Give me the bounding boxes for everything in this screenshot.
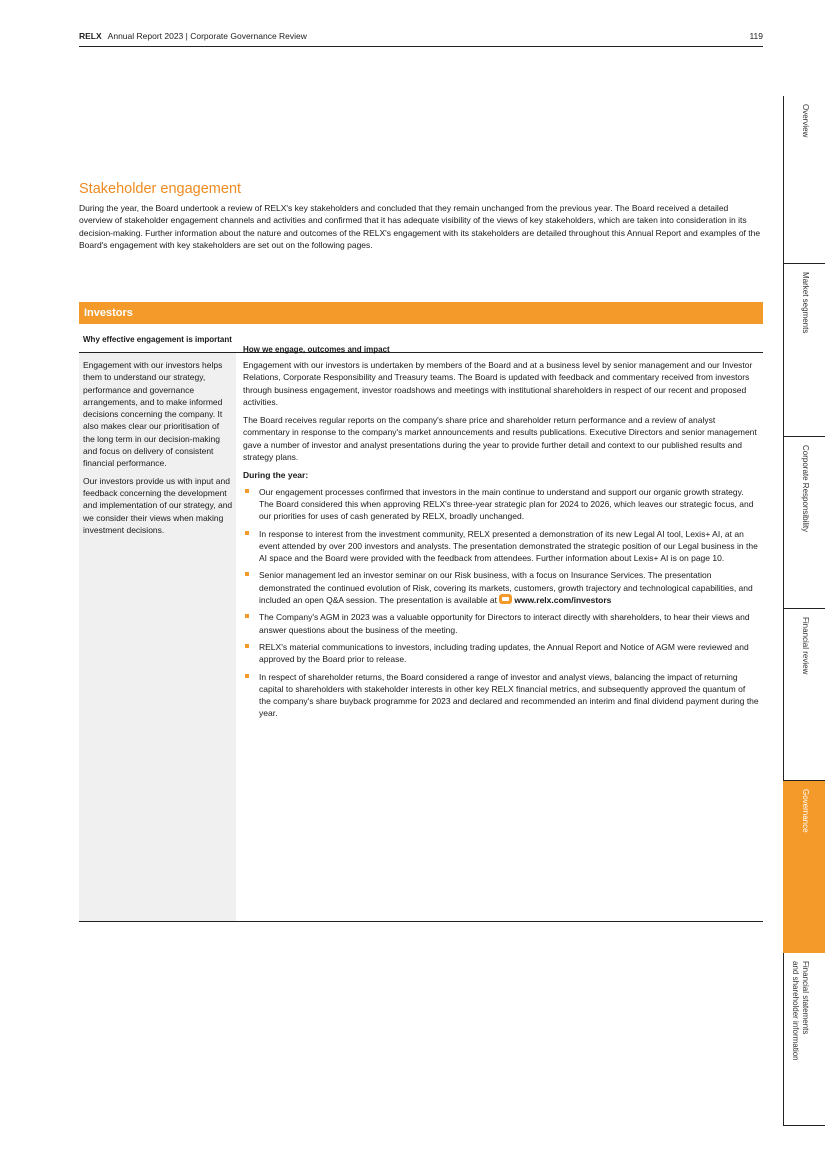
investors-table [79, 302, 763, 922]
investors-link[interactable]: www.relx.com/investors [514, 595, 612, 606]
list-item: RELX's material communications to investors, including trading updates, the Annual Report and Notice of AGM were reviewed and approved by the Board prior to release. [243, 641, 759, 666]
bullet-square-icon [245, 531, 249, 535]
nav-tab-label: Corporate Responsibility [801, 445, 810, 533]
table-banner: Investors [79, 302, 763, 324]
list-item: The Company's AGM in 2023 was a valuable opportunity for Directors to interact directly with shareholders, to hear their views and answer questions about the business of the meeting. [243, 611, 759, 636]
nav-tab-label: Market segments [801, 272, 810, 334]
why-paragraph-2: Our investors provide us with input and feedback concerning the development and implementation of our strategy, and we consider their views when making investment decisions. [83, 475, 233, 535]
nav-tab-label: Overview [801, 104, 810, 138]
bullet-square-icon [245, 674, 249, 678]
stakeholder-intro [79, 181, 763, 252]
bullet-list [243, 486, 759, 720]
nav-tab-governance[interactable] [783, 781, 825, 953]
table-column-headers [79, 324, 763, 353]
nav-tab-label-line1: Financial statements [801, 961, 810, 1035]
why-column [79, 353, 236, 921]
nav-tab-label: Financial review [801, 617, 810, 675]
nav-tab-corporate-responsibility[interactable] [783, 437, 825, 609]
page-number: 119 [749, 31, 763, 41]
bullet-square-icon [245, 489, 249, 493]
how-paragraph-1: Engagement with our investors is undertaken by members of the Board and at a business level by senior management and our Investor Relations, Corporate Responsibility and Treasury teams. The Board is updated with feedback and commentary received from investors through business engagement, investor roadshows and meetings with institutional shareholders in respect of our recent and proposed activities. [243, 360, 753, 407]
list-item: In response to interest from the investment community, RELX presented a demonstration of its new Legal AI tool, Lexis+ AI, at an event attended by over 200 investors and analysts. The presentation demonstrated the strategic position of our Legal business in the AI space and the Board were provided with the feedback from attendees. Further information about Lexis+ AI is on page 10. [243, 528, 759, 565]
nav-tab-overview[interactable] [783, 96, 825, 264]
column-header-how: How we engage, outcomes and impact [243, 345, 390, 354]
intro-paragraph: During the year, the Board undertook a review of RELX's key stakeholders and concluded that they remain unchanged from the previous year. The Board received a detailed overview of stakeholder engagement channels and activities and confirmed that it has adequate visibility of the views of key stakeholders, which are taken into consideration in its decision-making. Further information about the nature and outcomes of the RELX's engagement with its stakeholders are detailed throughout this Annual Report and examples of the Board's engagement with key stakeholders are set out on the following pages. [79, 203, 761, 251]
table-body [79, 353, 763, 922]
bullet-square-icon [245, 644, 249, 648]
nav-tab-label-line2: and shareholder information [791, 961, 800, 1061]
nav-tab-label: Governance [801, 789, 810, 833]
page-header [79, 31, 763, 47]
section-nav [783, 96, 825, 1126]
brand-name: RELX [79, 31, 102, 41]
report-title: Annual Report 2023 | Corporate Governance Review [107, 31, 307, 41]
list-item: Senior management led an investor seminar on our Risk business, with a focus on Insurance Services. The presentation demonstrated the continued evolution of Risk, covering its markets, customers, growth trajectory and technological capabilities, and included an open Q&A session. The presentation is available at www.relx.com/investors [243, 569, 759, 606]
nav-tab-market-segments[interactable] [783, 264, 825, 437]
how-paragraph-2: The Board receives regular reports on the company's share price and shareholder return performance and a review of analyst commentary in response to the company's market announcements and results publications. Executive Directors and senior management gave a number of investor and analyst presentations during the year to provide further detail and context to our published results and strategy plans. [243, 415, 757, 463]
bullet-square-icon [245, 614, 249, 618]
nav-tab-financial-review[interactable] [783, 609, 825, 781]
list-item: In respect of shareholder returns, the Board considered a range of investor and analyst views, balancing the impact of returning capital to shareholders with stakeholder interests in other key RELX financial metrics, and subsequently approved the quantum of the company's share buyback programme for 2023 and declared and recommended an interim and final dividend payment during the year. [243, 671, 759, 720]
during-year-subhead: During the year: [243, 470, 309, 481]
column-header-why: Why effective engagement is important [83, 335, 232, 344]
how-column [243, 359, 759, 725]
bullet-square-icon [245, 572, 249, 576]
nav-tab-label [790, 961, 810, 1061]
web-link-icon [499, 594, 512, 604]
why-paragraph-1: Engagement with our investors helps them to understand our strategy, performance and governance arrangements, and to make informed decisions concerning the company. It also makes clear our prioritisation of the long term in our decision-making and focus on delivery of consistent financial performance. [83, 360, 223, 469]
section-heading: Stakeholder engagement [79, 181, 242, 197]
nav-tab-financial-statements[interactable] [783, 953, 825, 1126]
list-item: Our engagement processes confirmed that investors in the main continue to understand and support our organic growth strategy. The Board considered this when approving RELX's three-year strategic plan for 2024 to 2026, which leaves our strategic focus, and our priorities for uses of cash generated by RELX, broadly unchanged. [243, 486, 759, 523]
